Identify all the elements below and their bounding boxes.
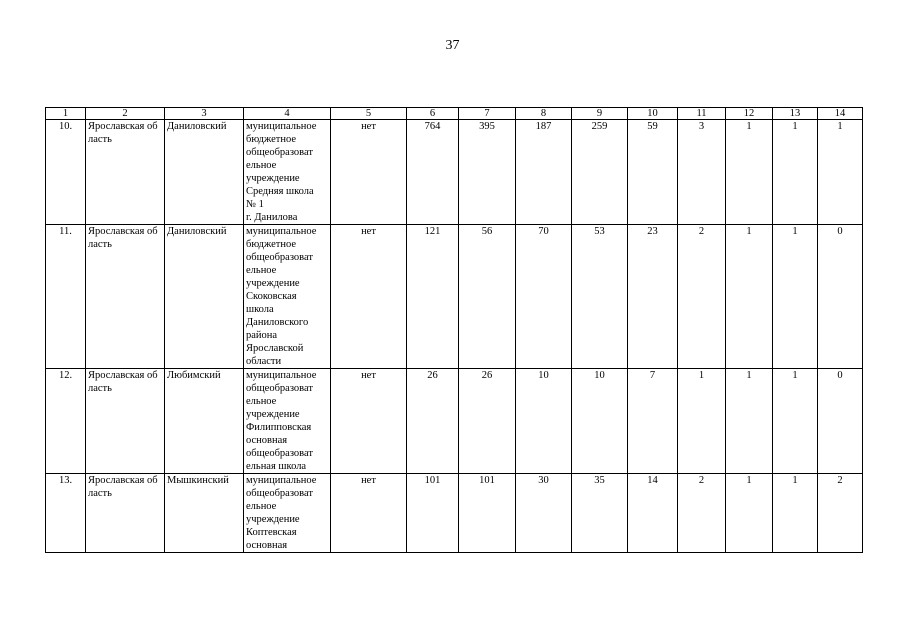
institution-name-line: г. Данилова bbox=[246, 212, 298, 223]
col-header-1: 1 bbox=[46, 108, 86, 120]
institution-name-line: ельное bbox=[246, 265, 277, 276]
institution-name-line: муниципальное bbox=[246, 475, 317, 486]
institution-name-line: Филипповская bbox=[246, 422, 312, 433]
institution-name-line: ельное bbox=[246, 160, 277, 171]
institution-name-line: учреждение bbox=[246, 173, 300, 184]
district-cell: Любимский bbox=[165, 369, 244, 474]
institution-name-line: школа bbox=[246, 304, 274, 315]
institution-name-line: Коптевская bbox=[246, 527, 297, 538]
col5-cell: нет bbox=[331, 225, 407, 369]
institution-name-line: общеобразоват bbox=[246, 147, 313, 158]
col11-cell: 3 bbox=[678, 120, 726, 225]
institution-name-line: общеобразоват bbox=[246, 448, 313, 459]
institution-name-line: Ярославской bbox=[246, 343, 304, 354]
col7-cell: 56 bbox=[459, 225, 516, 369]
col10-cell: 23 bbox=[628, 225, 678, 369]
col-header-2: 2 bbox=[86, 108, 165, 120]
institution-name-line: № 1 bbox=[246, 199, 264, 210]
institution-name-line: ельное bbox=[246, 501, 277, 512]
col11-cell: 1 bbox=[678, 369, 726, 474]
col7-cell: 395 bbox=[459, 120, 516, 225]
institution-name-cell bbox=[244, 225, 331, 369]
col-header-14: 14 bbox=[818, 108, 863, 120]
col-header-4: 4 bbox=[244, 108, 331, 120]
col8-cell: 10 bbox=[516, 369, 572, 474]
institution-name-line: учреждение bbox=[246, 514, 300, 525]
col-header-7: 7 bbox=[459, 108, 516, 120]
col6-cell: 764 bbox=[407, 120, 459, 225]
row-number: 13. bbox=[46, 474, 86, 553]
district-cell: Мышкинский bbox=[165, 474, 244, 553]
institution-name-line: Даниловского bbox=[246, 317, 309, 328]
col8-cell: 187 bbox=[516, 120, 572, 225]
page-number: 37 bbox=[445, 38, 460, 53]
institution-name-line: бюджетное bbox=[246, 134, 297, 145]
institution-name-line: ельное bbox=[246, 396, 277, 407]
table-row bbox=[46, 225, 863, 369]
col13-cell: 1 bbox=[773, 120, 818, 225]
table-row bbox=[46, 120, 863, 225]
institution-name-cell bbox=[244, 120, 331, 225]
col12-cell: 1 bbox=[726, 369, 773, 474]
col9-cell: 53 bbox=[572, 225, 628, 369]
col10-cell: 7 bbox=[628, 369, 678, 474]
col14-cell: 0 bbox=[818, 225, 863, 369]
table-body bbox=[46, 120, 863, 553]
col13-cell: 1 bbox=[773, 225, 818, 369]
col10-cell: 14 bbox=[628, 474, 678, 553]
district-cell: Даниловский bbox=[165, 225, 244, 369]
col8-cell: 30 bbox=[516, 474, 572, 553]
col7-cell: 101 bbox=[459, 474, 516, 553]
col14-cell: 0 bbox=[818, 369, 863, 474]
row-number: 10. bbox=[46, 120, 86, 225]
col-header-13: 13 bbox=[773, 108, 818, 120]
institution-name-line: Скоковская bbox=[246, 291, 297, 302]
region-cell: Ярославская область bbox=[86, 369, 165, 474]
col5-cell: нет bbox=[331, 120, 407, 225]
col11-cell: 2 bbox=[678, 225, 726, 369]
col-header-10: 10 bbox=[628, 108, 678, 120]
col12-cell: 1 bbox=[726, 225, 773, 369]
institution-name-line: муниципальное bbox=[246, 121, 317, 132]
col10-cell: 59 bbox=[628, 120, 678, 225]
institution-name-line: района bbox=[246, 330, 278, 341]
table-row bbox=[46, 369, 863, 474]
institution-name-line: ельная школа bbox=[246, 461, 307, 472]
col9-cell: 10 bbox=[572, 369, 628, 474]
col9-cell: 259 bbox=[572, 120, 628, 225]
row-number: 12. bbox=[46, 369, 86, 474]
table-row bbox=[46, 474, 863, 553]
col-header-8: 8 bbox=[516, 108, 572, 120]
institution-name-line: учреждение bbox=[246, 278, 300, 289]
col14-cell: 2 bbox=[818, 474, 863, 553]
region-cell: Ярославская область bbox=[86, 225, 165, 369]
col13-cell: 1 bbox=[773, 369, 818, 474]
institution-name-line: бюджетное bbox=[246, 239, 297, 250]
institution-name-line: общеобразоват bbox=[246, 488, 313, 499]
institution-name-line: учреждение bbox=[246, 409, 300, 420]
col12-cell: 1 bbox=[726, 474, 773, 553]
col12-cell: 1 bbox=[726, 120, 773, 225]
institution-name-line: общеобразоват bbox=[246, 383, 313, 394]
col5-cell: нет bbox=[331, 474, 407, 553]
col-header-5: 5 bbox=[331, 108, 407, 120]
institution-name-line: основная bbox=[246, 435, 288, 446]
col9-cell: 35 bbox=[572, 474, 628, 553]
institution-name-cell bbox=[244, 474, 331, 553]
institution-name-line: основная bbox=[246, 540, 288, 551]
institution-name-cell bbox=[244, 369, 331, 474]
row-number: 11. bbox=[46, 225, 86, 369]
col8-cell: 70 bbox=[516, 225, 572, 369]
header-row bbox=[46, 108, 863, 120]
col6-cell: 26 bbox=[407, 369, 459, 474]
col7-cell: 26 bbox=[459, 369, 516, 474]
col-header-9: 9 bbox=[572, 108, 628, 120]
col6-cell: 101 bbox=[407, 474, 459, 553]
institution-name-line: муниципальное bbox=[246, 226, 317, 237]
district-cell: Даниловский bbox=[165, 120, 244, 225]
institution-name-line: общеобразоват bbox=[246, 252, 313, 263]
institution-name-line: области bbox=[246, 356, 282, 367]
col6-cell: 121 bbox=[407, 225, 459, 369]
col13-cell: 1 bbox=[773, 474, 818, 553]
institution-name-line: Средняя школа bbox=[246, 186, 314, 197]
col5-cell: нет bbox=[331, 369, 407, 474]
col14-cell: 1 bbox=[818, 120, 863, 225]
data-table bbox=[45, 107, 863, 553]
col-header-3: 3 bbox=[165, 108, 244, 120]
col-header-11: 11 bbox=[678, 108, 726, 120]
institution-name-line: муниципальное bbox=[246, 370, 317, 381]
col11-cell: 2 bbox=[678, 474, 726, 553]
region-cell: Ярославская область bbox=[86, 474, 165, 553]
col-header-6: 6 bbox=[407, 108, 459, 120]
region-cell: Ярославская область bbox=[86, 120, 165, 225]
col-header-12: 12 bbox=[726, 108, 773, 120]
